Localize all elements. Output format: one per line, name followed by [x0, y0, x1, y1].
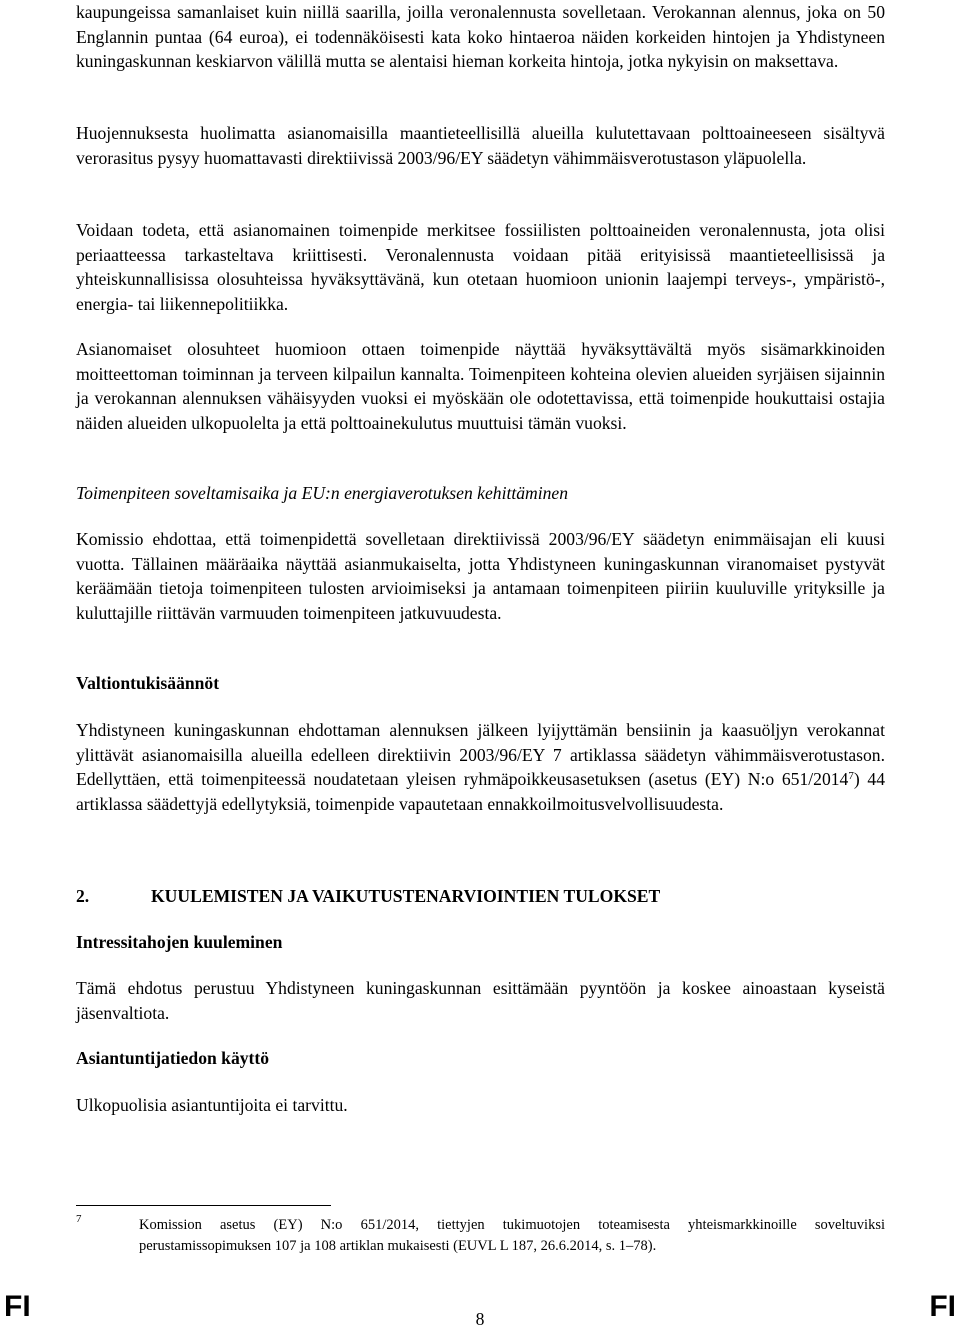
- paragraph-price-difference: kaupungeissa samanlaiset kuin niillä saarilla, joilla veronalennusta sovelletaan. Verokannan alennus, joka on 50 Englannin puntaa (64 euroa), ei todennäköisesti kata koko hintaeroa näiden korkeiden hintojen ja Yhdistyneen kuningaskunnan keskiarvon välillä mutta se alentaisi hieman korkeita hintoja, jotka nykyisin on maksettava.: [76, 2, 885, 71]
- paragraph-stakeholder-consultation: Tämä ehdotus perustuu Yhdistyneen kuningaskunnan esittämään pyyntöön ja koskee ainoastaan kyseistä jäsenvaltiota.: [76, 978, 885, 1023]
- heading-expertise: Asiantuntijatiedon käyttö: [76, 1048, 270, 1068]
- paragraph-state-aid-text-2: ) 44 artiklassa säädettyjä edellytyksiä, toimenpide vapautetaan ennakkoilmoitusvelvollisuudesta.: [76, 769, 885, 814]
- paragraph-state-aid: [76, 718, 885, 816]
- footnote-number: 7: [76, 1213, 82, 1225]
- page-number: 8: [475, 1309, 485, 1329]
- footer-language-right: FI: [929, 1290, 956, 1323]
- section-number: 2.: [76, 886, 90, 906]
- paragraph-tax-burden: Huojennuksesta huolimatta asianomaisilla maantieteellisillä alueilla kulutettavaan polttoaineeseen sisältyvä verorasitus pysyy huomattavasti direktiivissä 2003/96/EY säädetyn vähimmäisverotustason yläpuolella.: [76, 123, 885, 168]
- paragraph-expertise: Ulkopuolisia asiantuntijoita ei tarvittu.: [76, 1095, 348, 1115]
- section-heading-consultations: [76, 884, 660, 909]
- paragraph-internal-market: Asianomaiset olosuhteet huomioon ottaen toimenpide näyttää hyväksyttävältä myös sisämarkkinoiden moitteettoman toiminnan ja terveen kilpailun kannalta. Toimenpiteen kohteina olevien alueiden syrjäisen sijainnin ja verokannan alennuksen vähäisyyden vuoksi ei myöskään ole odotettavissa, että toimenpide houkuttaisi ostajia näiden alueiden ulkopuolelta ja että polttoainekulutus muuttuisi tämän vuoksi.: [76, 339, 885, 433]
- section-title: KUULEMISTEN JA VAIKUTUSTENARVIOINTIEN TULOKSET: [151, 886, 661, 906]
- heading-stakeholder-consultation: Intressitahojen kuuleminen: [76, 932, 283, 952]
- paragraph-state-aid-text-1: Yhdistyneen kuningaskunnan ehdottaman alennuksen jälkeen lyijyttämän bensiinin ja kaasuöljyn verokannat ylittävät asianomaisilla alueilla edelleen direktiivin 2003/96/EY 7 artiklassa säädetyn vähimmäisverotustason. Edellyttäen, että toimenpiteessä noudatetaan yleisen ryhmäpoikkeusasetuksen (asetus (EY) N:o 651/2014: [76, 720, 885, 789]
- footer-language-left: FI: [4, 1290, 31, 1323]
- footnote-reference-7[interactable]: 7: [848, 770, 854, 782]
- footnote-separator: [76, 1205, 331, 1206]
- heading-state-aid-rules: Valtiontukisäännöt: [76, 673, 220, 693]
- footnote-text: Komission asetus (EY) N:o 651/2014, tiettyjen tukimuotojen toteamisesta yhteismarkkinoille soveltuviksi perustamissopimuksen 107 ja 108 artiklan mukaisesti (EUVL L 187, 26.6.2014, s. 1–78).: [139, 1217, 885, 1254]
- paragraph-commission-proposal: Komissio ehdottaa, että toimenpidettä sovelletaan direktiivissä 2003/96/EY säädetyn enimmäisajan eli kuusi vuotta. Tällainen määräaika näyttää asianmukaiselta, jotta Yhdistyneen kuningaskunnan viranomaiset pystyvät keräämään tietoja toimenpiteen tulosten arvioimiseksi ja antamaan toimenpiteen piiriin kuuluville yrityksille ja kuluttajille riittävän varmuuden toimenpiteen jatkuvuudesta.: [76, 529, 885, 623]
- heading-measure-duration: Toimenpiteen soveltamisaika ja EU:n energiaverotuksen kehittäminen: [76, 483, 569, 503]
- paragraph-fossil-fuel-reduction: Voidaan todeta, että asianomainen toimenpide merkitsee fossiilisten polttoaineiden veronalennusta, jota olisi periaatteessa tarkasteltava kriittisesti. Veronalennusta voidaan pitää erityisissä maantieteellisissä ja yhteiskunnallisissa olosuhteissa hyväksyttävänä, kun otetaan huomioon unionin laajempi terveys-, ympäristö-, energia- tai liikennepolitiikka.: [76, 220, 885, 314]
